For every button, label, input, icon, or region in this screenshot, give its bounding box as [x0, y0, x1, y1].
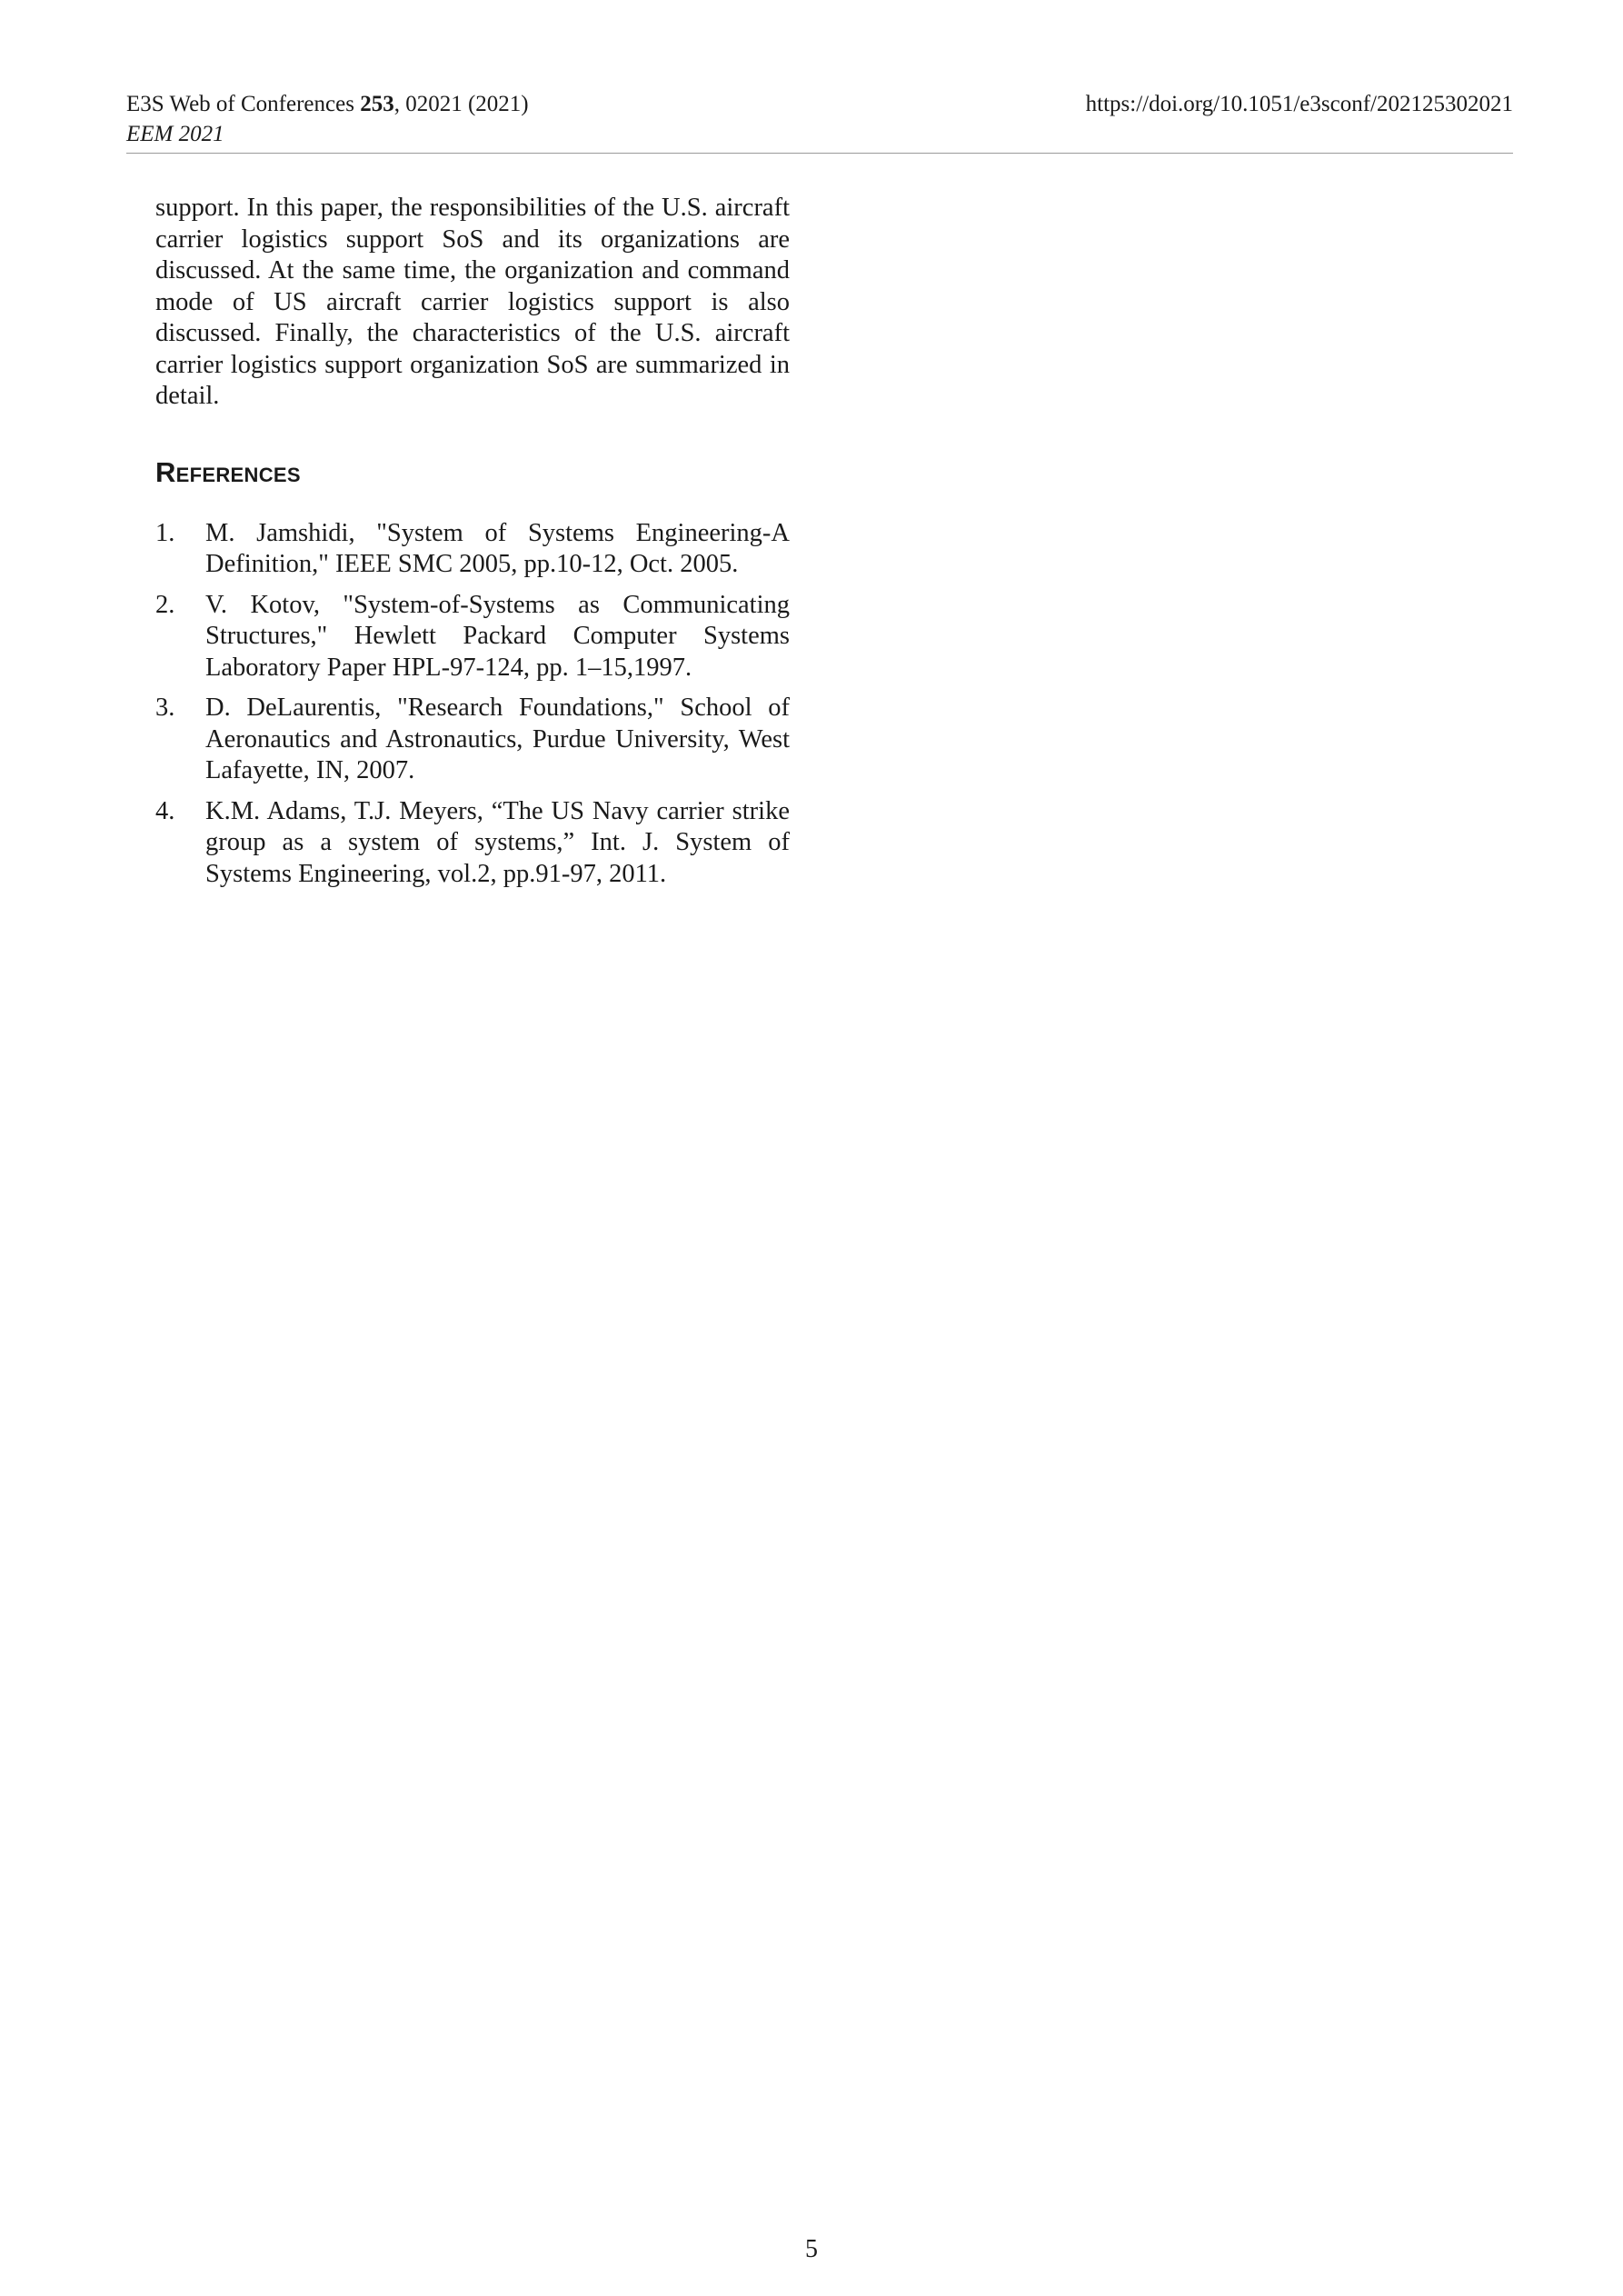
- reference-number: 1.: [155, 518, 175, 547]
- reference-number: 4.: [155, 796, 175, 825]
- reference-list: [155, 518, 790, 891]
- header-citation: [126, 89, 529, 149]
- reference-text: V. Kotov, "System-of-Systems as Communicating Structures," Hewlett Packard Computer Systems Laboratory Paper HPL-97-124, pp. 1–15,1997.: [205, 590, 790, 682]
- conference-volume: 253: [360, 92, 394, 116]
- event-name: EEM 2021: [126, 122, 224, 146]
- reference-item-4: [155, 796, 790, 891]
- reference-number: 3.: [155, 694, 175, 722]
- reference-text: D. DeLaurentis, "Research Foundations," School of Aeronautics and Astronautics, Purdue University, West Lafayette, IN, 2007.: [205, 694, 790, 784]
- reference-item-3: [155, 693, 790, 787]
- left-column: [155, 193, 790, 899]
- page-header: [126, 89, 1513, 154]
- doi-link[interactable]: https://doi.org/10.1051/e3sconf/202125302021: [1085, 92, 1513, 116]
- reference-text: K.M. Adams, T.J. Meyers, “The US Navy carrier strike group as a system of systems,” Int. J. System of Systems Engineering, vol.2, pp.91-97, 2011.: [205, 796, 790, 888]
- conference-name: E3S Web of Conferences: [126, 92, 361, 116]
- conference-line: [126, 89, 529, 119]
- page-number: 5: [805, 2235, 818, 2263]
- reference-item-1: [155, 518, 790, 581]
- reference-number: 2.: [155, 590, 175, 619]
- reference-text: M. Jamshidi, "System of Systems Engineering-A Definition," IEEE SMC 2005, pp.10-12, Oct. 2005.: [205, 518, 790, 578]
- reference-item-2: [155, 590, 790, 684]
- conference-article: , 02021 (2021): [393, 92, 529, 116]
- body-paragraph: support. In this paper, the responsibilities of the U.S. aircraft carrier logistics support SoS and its organizations are discussed. At the same time, the organization and command mode of US aircraft carrier logistics support is also discussed. Finally, the characteristics of the U.S. aircraft carrier logistics support organization SoS are summarized in detail.: [155, 194, 790, 410]
- references-heading: References: [155, 455, 301, 488]
